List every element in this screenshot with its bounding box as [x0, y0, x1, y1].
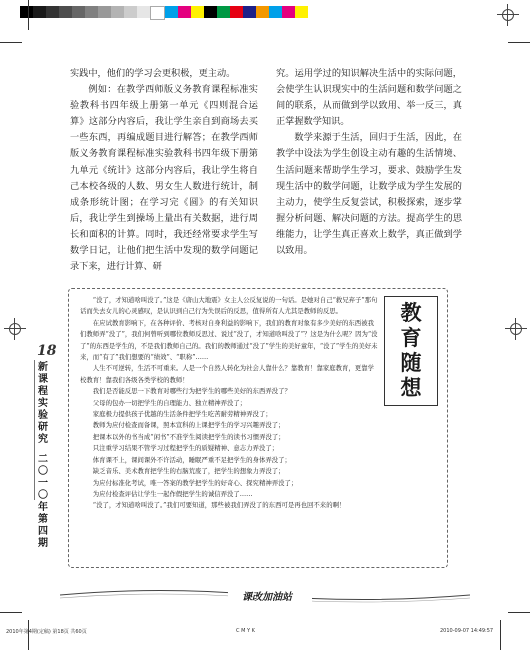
color-swatch: [295, 6, 308, 18]
color-swatch: [111, 6, 124, 18]
journal-title: 新课程实验研究: [38, 362, 48, 445]
color-swatch: [59, 6, 72, 18]
essay-paragraph: 为应付标准化考试，唯一答案的教学把学生的好奇心、探究精神弄没了；: [92, 478, 298, 487]
essay-paragraph: 教师为应付检查而备课，照本宣科的上课把学生的学习兴趣弄没了；: [92, 421, 285, 430]
essay-title-char: 随: [400, 351, 422, 375]
essay-paragraph: 缺乏音乐、美术教育把学生的右脑荒废了，把学生的想象力弄没了；: [92, 467, 285, 476]
body-column-right: [276, 66, 462, 259]
print-footer-left: 2010年第4期(定稿) 第18页 共60页: [6, 629, 87, 635]
color-swatch: [243, 6, 256, 18]
essay-paragraph: “没了，才知道啥叫没了。”我们可要知道，那些被我们弄没了的东西可是再也回不来的啊！: [92, 501, 346, 510]
crop-mark: [28, 620, 29, 650]
crop-mark: [0, 612, 22, 613]
color-swatch: [204, 6, 217, 18]
journal-issue: 二〇一〇年 第四期: [38, 454, 48, 549]
color-swatch: [33, 6, 46, 18]
sidebar-divider: [34, 360, 35, 500]
color-swatch: [124, 6, 137, 18]
essay-paragraph: 人生不可逆转，生活不可重来。人是一个自然人转化为社会人靠什么？靠教育！靠家庭教育，更靠学校教育！靠我们各级各类学校的教师！: [80, 364, 374, 384]
print-footer-colors: C M Y K: [236, 628, 255, 634]
body-paragraph: 实践中，他们的学习会更积极，更主动。: [70, 68, 236, 79]
color-swatch: [98, 6, 111, 18]
essay-title-char: 育: [400, 326, 422, 350]
color-swatch: [150, 6, 165, 20]
page-number: 18: [37, 343, 57, 359]
color-swatch: [191, 6, 204, 18]
color-swatch: [46, 6, 59, 18]
body-paragraph: 究。运用学过的知识解决生活中的实际问题，会使学生认识现实中的生活问题和数学问题之间的联系，从而做到学以致用、举一反三，真正掌握数学知识。: [276, 68, 462, 128]
crop-mark: [508, 42, 530, 43]
essay-paragraph: 把课本以外的书当成“闲书”不准学生阅读把学生的读书习惯弄没了；: [92, 432, 285, 441]
registration-mark-top-right: [497, 4, 519, 26]
color-swatch: [269, 6, 282, 18]
color-swatch: [165, 6, 178, 18]
color-swatch: [85, 6, 98, 18]
crop-mark: [28, 0, 29, 30]
essay-paragraph: 在应试教育影响下，在各种评价、考核对自身利益的影响下，我们的教育对象有多少美好的东西被我们教师弄“没了”，我们何曾听到哪位教师反思过、说过“没了，才知道啥叫没了”？这是为什么呢？因为“没了”的东西是学生的，不是我们教师自己的。我们的教师通过“没了”学生的美好童年，“没了”学生的美好未来，而“有了”我们想要的“绩效”、“职称”……: [80, 318, 378, 362]
crop-mark: [508, 612, 530, 613]
crop-mark: [500, 620, 501, 650]
crop-mark: [0, 42, 22, 43]
color-swatch: [217, 6, 230, 18]
color-swatch: [137, 6, 150, 18]
color-swatch: [20, 6, 33, 18]
essay-paragraph: 体育课不上，课间课外不许活动，睡眠严重不足把学生的身体弄没了；: [92, 455, 291, 464]
essay-title-char: 教: [400, 301, 422, 325]
registration-mark-left: [4, 318, 26, 340]
color-swatch: [72, 6, 85, 18]
essay-paragraph: 家庭极力提供孩子优越的生活条件把学生吃苦耐劳精神弄没了；: [92, 410, 272, 419]
print-footer-right: 2010-09-07 14:49:57: [440, 628, 494, 634]
color-swatch: [178, 6, 191, 18]
essay-paragraph: 只注重学习结果不管学习过程把学生的质疑精神、意志力弄没了；: [92, 444, 279, 453]
registration-mark-right: [505, 318, 527, 340]
color-swatch: [256, 6, 269, 18]
body-paragraph: 数学来源于生活，回归于生活，因此，在教学中设法为学生创设主动有趣的生活情境、生活问题来帮助学生学习，要求、鼓励学生发现生活中的数学问题，让数学成为学生发展的主动力，使学生反复尝试，积极探索，逐步掌握分析问题、解决问题的方法。提高学生的思维能力，让学生真正喜欢上数学，真正做到学以致用。: [276, 132, 462, 257]
color-swatch: [230, 6, 243, 18]
essay-paragraph: “没了，才知道啥叫没了。”这是《唐山大地震》女主人公反复说的一句话。是她对自己“救兄弃子”那句话而失去女儿的心灵感叹，是认识到自己行为失误后的反思，值得所有人尤其是教师的反思。: [80, 296, 378, 316]
color-swatch: [282, 6, 295, 18]
essay-paragraph: 我们是否能反思一下教育对哪些行为把学生的哪些美好的东西弄没了？: [92, 387, 291, 396]
essay-paragraph: 为应付检查评估让学生一起作假把学生的诚信弄没了……: [92, 489, 253, 498]
section-banner-label: 课改加油站: [242, 592, 292, 603]
body-column-left: [70, 66, 258, 275]
essay-title-char: 想: [400, 376, 422, 400]
color-calibration-bar: [20, 6, 308, 18]
journal-name: [38, 362, 50, 550]
body-paragraph: 例如：在教学西师版义务教育课程标准实验教科书四年级上册第一单元《四则混合运算》这部分内容后，我让学生亲自到商场去买一些东西，再编成题目进行解答；在教学西师版义务教育课程标准实验教科书四年级下册第九单元《统计》这部分内容后，我让学生将自己本校各级的人数、男女生人数进行统计，制成条形统计图；在学习完《圆》的有关知识后，我让学生到操场上量出有关数据，进行周长和面积的计算。同时，我还经常要求学生写数学日记，让他们把生活中发现的数学问题记录下来，进行计算、研: [70, 84, 258, 273]
essay-body: [80, 295, 380, 512]
essay-title-box: [384, 296, 438, 406]
essay-paragraph: 父母的包办一切把学生的自理能力、独立精神弄没了；: [92, 398, 247, 407]
